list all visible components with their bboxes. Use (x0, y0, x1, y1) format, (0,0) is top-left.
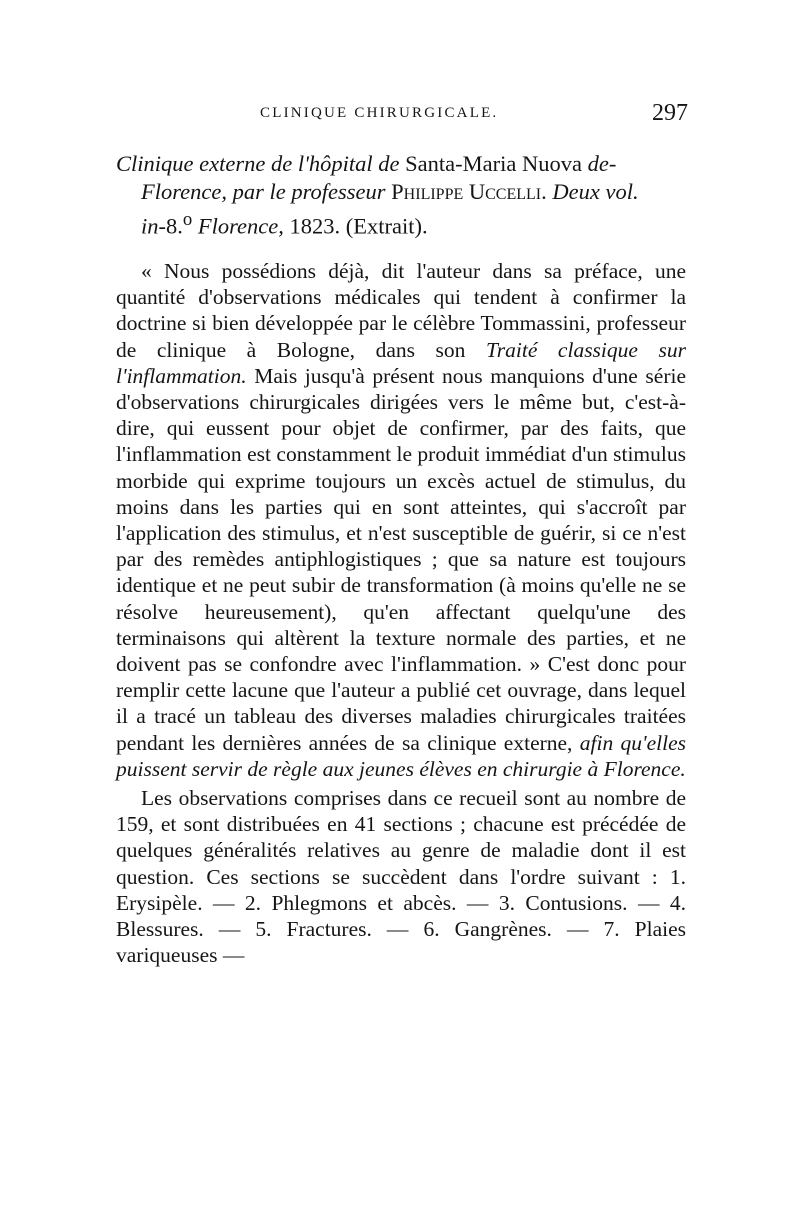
entry-title-cont: de- (587, 151, 617, 176)
running-title: CLINIQUE CHIRURGICALE. (260, 105, 499, 121)
entry-format-sup: o (182, 209, 193, 230)
bibliographic-entry (116, 150, 686, 241)
paragraph-2: Les observations comprises dans ce recueil sont au nombre de 159, et sont distribuées en 41 sections ; chacune est précédée de quelques généralités relatives au genre de maladie dont il est question. Ces sections se succèdent dans l'ordre suivant : 1. Erysipèle. — 2. Phlegmons et abcès. — 3. Contusions. — 4. Blessures. — 5. Fractures. — 6. Gangrènes. — 7. Plaies variqueuses — (116, 786, 686, 968)
entry-place: Florence, (197, 213, 284, 239)
entry-title: Clinique externe de l'hôpital de (116, 151, 400, 176)
entry-line-1 (116, 150, 686, 178)
entry-format-prefix: in- (141, 213, 166, 239)
page-number: 297 (652, 100, 688, 126)
entry-format: 8. (166, 213, 183, 239)
entry-volumes: Deux vol. (552, 179, 639, 204)
purpose-clause: afin qu'elles puissent servir de règle aux jeunes élèves en chirurgie à Florence. (116, 730, 686, 781)
quote-part-2: Mais jusqu'à présent nous manquions d'une série d'observations chirurgicales dirigées vers le même but, c'est-à-dire, qui eussent pour objet de confirmer, par des faits, que l'inflammation est constamment le produit immédiat d'un stimulus morbide qui exprime toujours un excès actuel de stimulus, du moins dans les parties qui en sont atteintes, qui s'accroît par l'application des stimulus, et n'est susceptible de guérir, si ce n'est par des remèdes antiphlogistiques ; que sa nature est toujours identique et ne peut subir de transformation (à moins qu'elle ne se résolve heureusement), qu'en affectant quelqu'une des terminaisons qui altèrent la texture normale des parties, et ne doivent pas se confondre avec l'inflammation. » C'est donc pour remplir cette lacune que l'auteur a publié cet ouvrage, dans lequel il a tracé un tableau des diverses maladies chirurgicales traitées pendant les dernières années de sa clinique externe, (116, 363, 686, 755)
running-head (118, 100, 698, 130)
body-text (116, 258, 686, 968)
paragraph-1 (116, 258, 686, 782)
entry-year: 1823. (Extrait). (289, 213, 428, 239)
entry-author: Philippe Uccelli. (391, 179, 547, 204)
entry-line-2 (116, 178, 686, 206)
quote-part-1: « Nous possédions déjà, dit l'auteur dans sa préface, une quantité d'observations médicales qui tendent à confirmer la doctrine si bien développée par le célèbre Tommassini, professeur de clinique à Bologne, dans son (116, 259, 686, 362)
entry-author-intro: Florence, par le professeur (141, 179, 386, 204)
entry-line-3 (116, 206, 686, 241)
cited-work: Traité classique sur l'inflammation. (116, 337, 686, 388)
entry-hospital: Santa-Maria Nuova (405, 151, 582, 176)
